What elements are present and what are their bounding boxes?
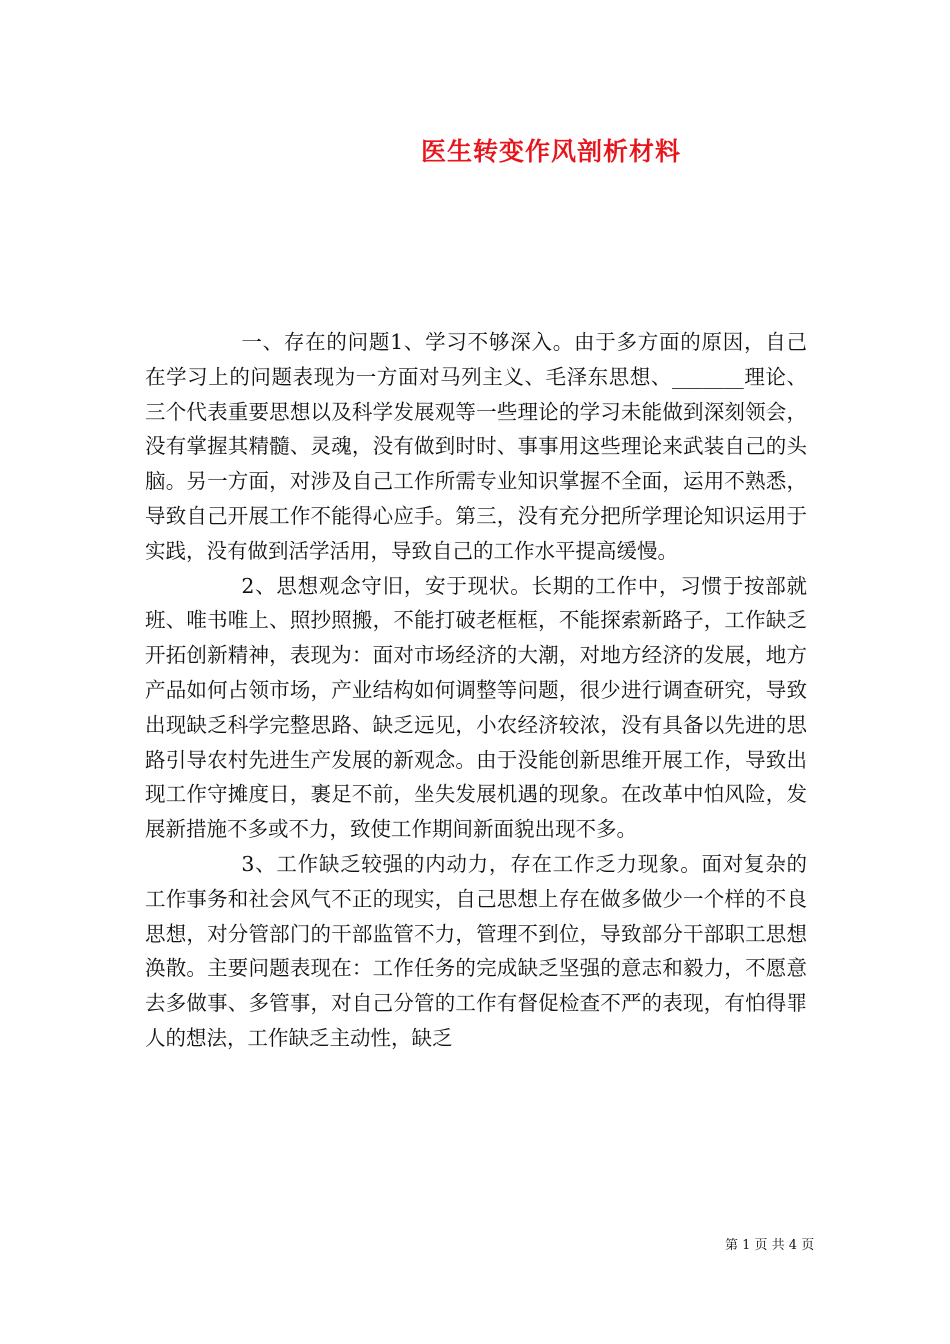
paragraph-3: 3、工作缺乏较强的内动力，存在工作乏力现象。面对复杂的工作事务和社会风气不正的现实，自己思想上存在做多做少一个样的不良思想，对分管部门的干部监管不力，管理不到位，导致部分干部职工思想涣散。主要问题表现在：工作任务的完成缺乏坚强的意志和毅力，不愿意去多做事、多管事，对自己分管的工作有督促检查不严的表现，有怕得罪人的想法，工作缺乏主动性，缺乏 xyxy=(145,851,807,1050)
paragraph-1: 一、存在的问题1、学习不够深入。由于多方面的原因，自己在学习上的问题表现为一方面对马列主义、毛泽东思想、_______理论、三个代表重要思想以及科学发展观等一些理论的学习未能做到深刻领会，没有掌握其精髓、灵魂，没有做到时时、事事用这些理论来武装自己的头脑。另一方面，对涉及自己工作所需专业知识掌握不全面，运用不熟悉，导致自己开展工作不能得心应手。第三，没有充分把所学理论知识运用于实践，没有做到活学活用，导致自己的工作水平提高缓慢。 xyxy=(145,330,807,563)
document-title: 医生转变作风剖析材料 xyxy=(420,137,681,166)
document-body xyxy=(145,325,807,1056)
page-number: 第 1 页 共 4 页 xyxy=(725,1238,815,1253)
paragraph-2: 2、思想观念守旧，安于现状。长期的工作中，习惯于按部就班、唯书唯上、照抄照搬，不能打破老框框，不能探索新路子，工作缺乏开拓创新精神，表现为：面对市场经济的大潮，对地方经济的发展，地方产品如何占领市场，产业结构如何调整等问题，很少进行调查研究，导致出现缺乏科学完整思路、缺乏远见，小农经济较浓，没有具备以先进的思路引导农村先进生产发展的新观念。由于没能创新思维开展工作，导致出现工作守摊度日，裹足不前，坐失发展机遇的现象。在改革中怕风险，发展新措施不多或不力，致使工作期间新面貌出现不多。 xyxy=(145,573,807,842)
